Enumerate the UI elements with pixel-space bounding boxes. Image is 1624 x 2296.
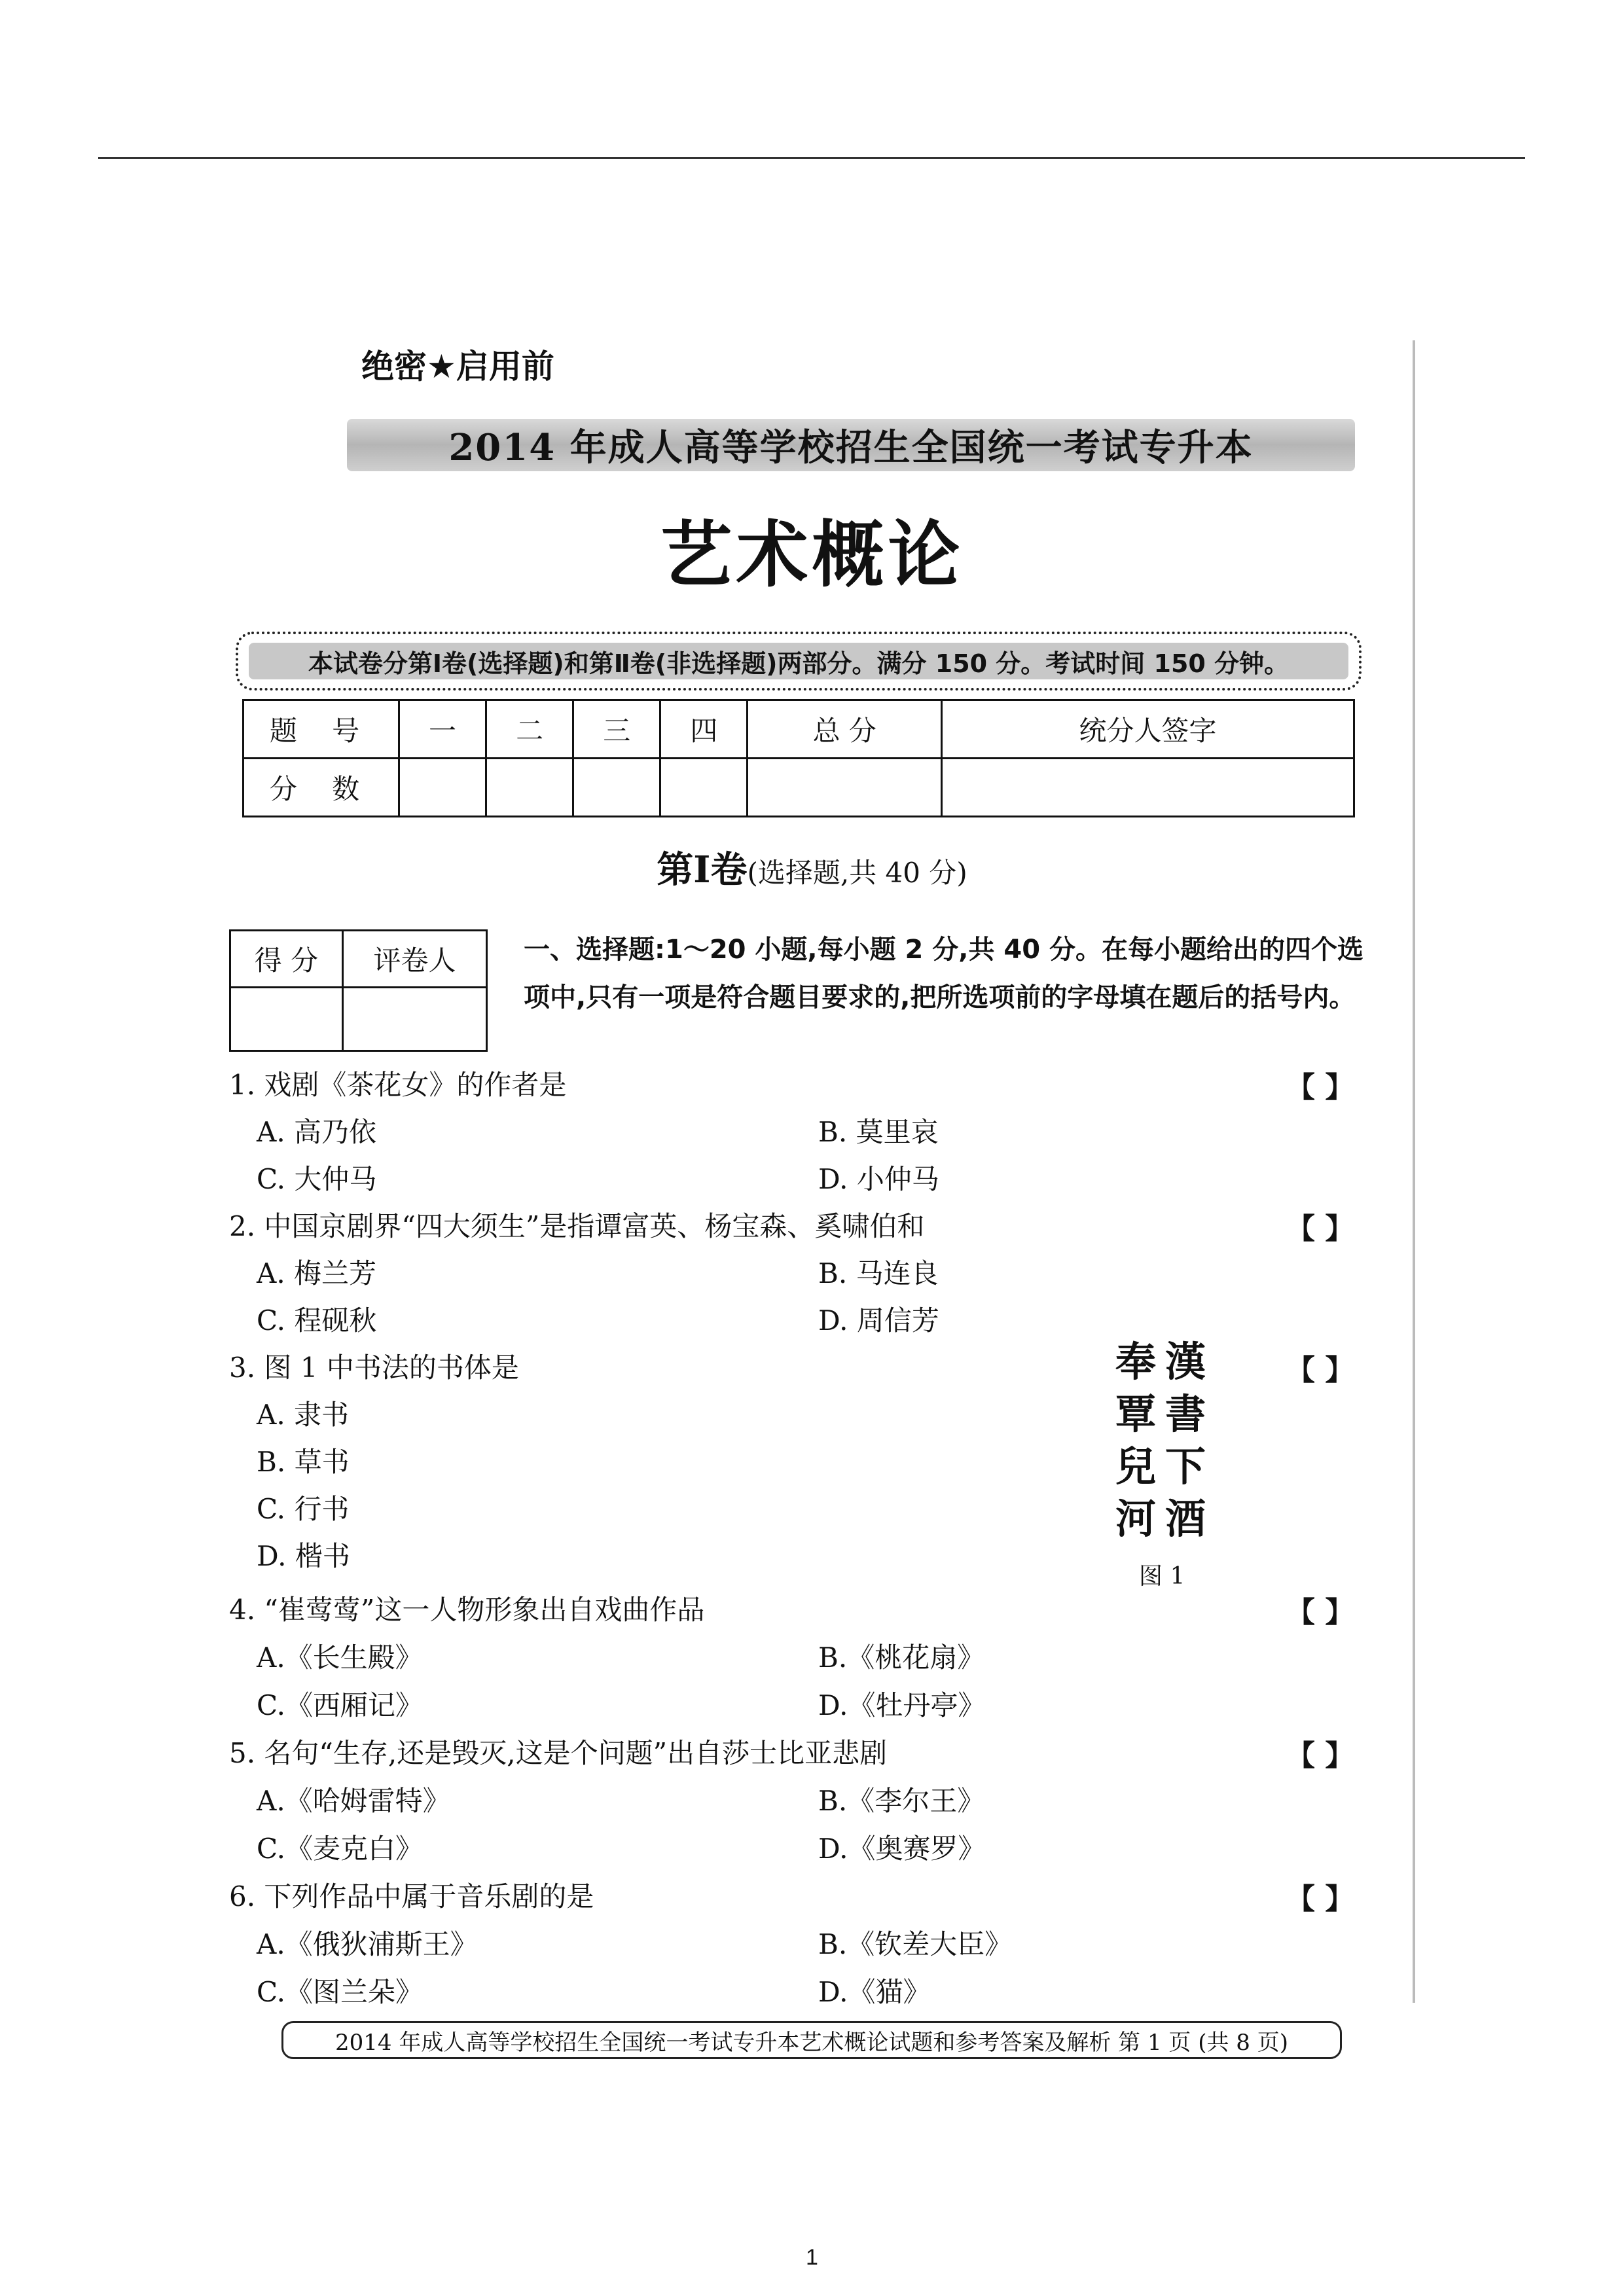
calligraphy-glyph: 漢 [1165, 1338, 1206, 1386]
answer-bracket[interactable]: 【 】 [1286, 1739, 1354, 1772]
option-a[interactable]: A.《俄狄浦斯王》 [257, 1928, 478, 1960]
score-table [242, 699, 1355, 817]
option-b[interactable]: B. 草书 [257, 1446, 350, 1478]
option-b[interactable]: B.《桃花扇》 [818, 1641, 985, 1674]
option-d[interactable]: D.《牡丹亭》 [818, 1689, 986, 1721]
answer-bracket[interactable]: 【 】 [1286, 1354, 1354, 1387]
option-c[interactable]: C. 大仲马 [257, 1163, 377, 1195]
page-number: 1 [806, 2245, 818, 2270]
score-table-header-row [244, 700, 1354, 759]
score-blank-cell[interactable] [399, 759, 486, 817]
option-c[interactable]: C.《图兰朵》 [257, 1976, 423, 2008]
question-stem: 6. 下列作品中属于音乐剧的是 [229, 1880, 594, 1912]
question-stem: 1. 戏剧《茶花女》的作者是 [229, 1069, 567, 1101]
notice-text: 本试卷分第Ⅰ卷(选择题)和第Ⅱ卷(非选择题)两部分。满分 150 分。考试时间 150 分钟。 [249, 643, 1348, 679]
section-title [0, 841, 1624, 893]
grader-score-label: 得 分 [230, 931, 343, 988]
exam-banner: 2014 年成人高等学校招生全国统一考试专升本 [347, 419, 1355, 471]
score-blank-cell[interactable] [942, 759, 1354, 817]
calligraphy-glyph: 下 [1165, 1443, 1206, 1490]
answer-bracket[interactable]: 【 】 [1286, 1212, 1354, 1246]
question-stem: 5. 名句“生存,还是毁灭,这是个问题”出自莎士比亚悲剧 [229, 1737, 888, 1769]
score-blank-cell[interactable] [748, 759, 942, 817]
score-cell-label: 题 号 [244, 700, 399, 759]
option-b[interactable]: B. 莫里哀 [818, 1116, 939, 1148]
option-c[interactable]: C.《西厢记》 [257, 1689, 423, 1721]
option-a[interactable]: A. 梅兰芳 [257, 1257, 377, 1289]
calligraphy-glyph: 酒 [1165, 1495, 1206, 1543]
score-cell: 三 [573, 700, 660, 759]
score-cell: 统分人签字 [942, 700, 1354, 759]
option-d[interactable]: D.《猫》 [818, 1976, 931, 2008]
section-subtitle: (选择题,共 40 分) [747, 857, 967, 889]
section-title-main: 第Ⅰ卷 [657, 848, 748, 891]
calligraphy-figure [1113, 1335, 1211, 1558]
page-title: 艺术概论 [660, 513, 964, 597]
calligraphy-glyph: 書 [1165, 1390, 1206, 1438]
page-footer: 2014 年成人高等学校招生全国统一考试专升本艺术概论试题和参考答案及解析 第 1 页 (共 8 页) [281, 2021, 1342, 2059]
option-b[interactable]: B.《李尔王》 [818, 1785, 985, 1817]
score-blank-cell[interactable] [660, 759, 748, 817]
score-cell: 二 [486, 700, 573, 759]
notice-box [236, 632, 1362, 691]
option-a[interactable]: A. 高乃依 [257, 1116, 377, 1148]
option-d[interactable]: D.《奥赛罗》 [818, 1833, 986, 1865]
calligraphy-glyph: 奉 [1115, 1338, 1157, 1386]
score-blank-cell[interactable] [486, 759, 573, 817]
grader-table [229, 929, 488, 1052]
score-cell: 四 [660, 700, 748, 759]
calligraphy-glyph: 兒 [1115, 1443, 1157, 1490]
question-stem: 4. “崔莺莺”这一人物形象出自戏曲作品 [229, 1594, 705, 1626]
top-rule [98, 157, 1525, 159]
calligraphy-glyph: 河 [1115, 1495, 1157, 1543]
answer-bracket[interactable]: 【 】 [1286, 1596, 1354, 1629]
score-cell-label: 分 数 [244, 759, 399, 817]
option-c[interactable]: C. 行书 [257, 1493, 350, 1525]
grader-name-blank[interactable] [342, 988, 486, 1051]
option-c[interactable]: C. 程砚秋 [257, 1304, 377, 1336]
option-a[interactable]: A.《长生殿》 [257, 1641, 423, 1674]
question-stem: 3. 图 1 中书法的书体是 [229, 1352, 519, 1384]
score-table-value-row [244, 759, 1354, 817]
option-b[interactable]: B. 马连良 [818, 1257, 939, 1289]
grader-name-label: 评卷人 [342, 931, 486, 988]
grader-score-blank[interactable] [230, 988, 343, 1051]
option-d[interactable]: D. 小仲马 [818, 1163, 939, 1195]
figure-caption: 图 1 [1139, 1563, 1185, 1590]
option-d[interactable]: D. 楷书 [257, 1540, 350, 1572]
calligraphy-glyph: 覃 [1115, 1390, 1157, 1438]
section-instructions: 一、选择题:1～20 小题,每小题 2 分,共 40 分。在每小题给出的四个选项中,只有一项是符合题目要求的,把所选项前的字母填在题后的括号内。 [524, 935, 1364, 1013]
answer-bracket[interactable]: 【 】 [1286, 1071, 1354, 1104]
option-a[interactable]: A. 隶书 [257, 1399, 350, 1431]
score-cell: 一 [399, 700, 486, 759]
option-c[interactable]: C.《麦克白》 [257, 1833, 423, 1865]
confidential-label: 绝密★启用前 [361, 348, 554, 386]
score-cell: 总 分 [748, 700, 942, 759]
option-a[interactable]: A.《哈姆雷特》 [257, 1785, 450, 1817]
score-blank-cell[interactable] [573, 759, 660, 817]
option-d[interactable]: D. 周信芳 [818, 1304, 939, 1336]
answer-bracket[interactable]: 【 】 [1286, 1882, 1354, 1916]
option-b[interactable]: B.《钦差大臣》 [818, 1928, 1013, 1960]
question-stem: 2. 中国京剧界“四大须生”是指谭富英、杨宝森、奚啸伯和 [229, 1210, 925, 1242]
